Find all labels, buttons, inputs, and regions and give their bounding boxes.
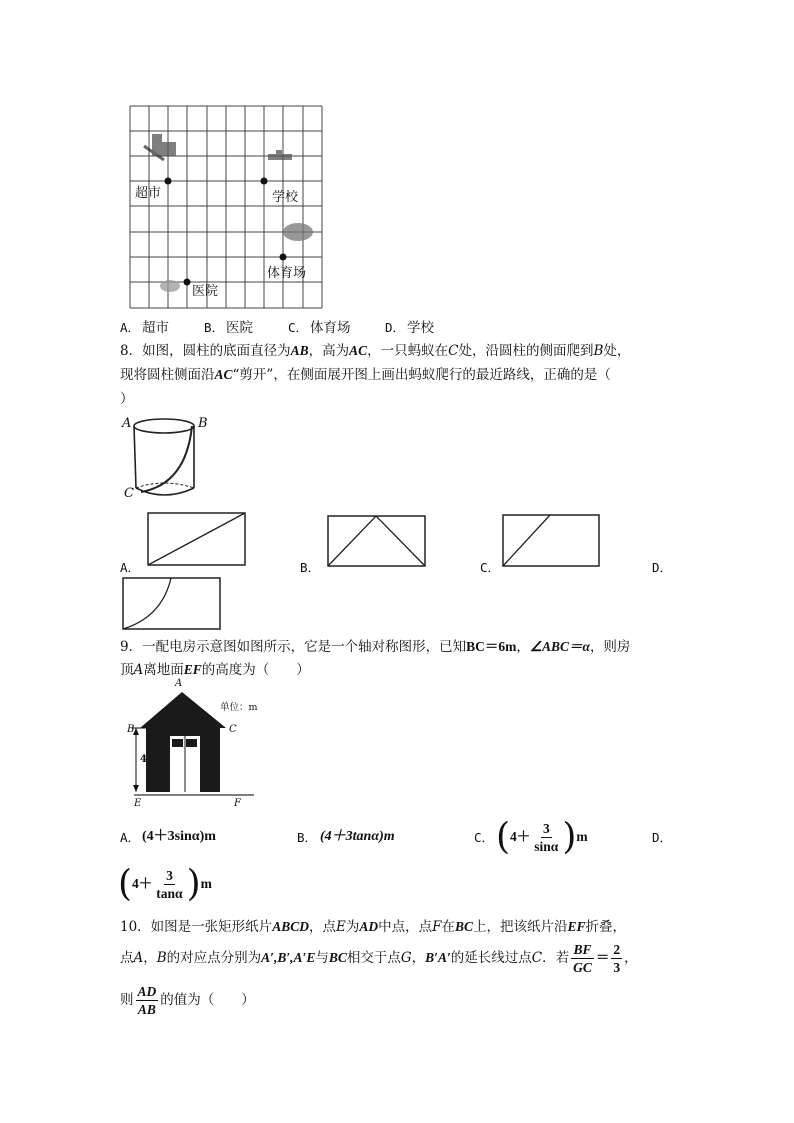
q8-line3: ） [120,391,134,407]
house-label-b: B [127,724,135,735]
q7-option-b-letter: B． [204,320,225,335]
q7-option-a-text: 超市 [142,320,169,336]
q10-ratio-ad-ab: $\frac{AD}{AB}$ [137,984,157,1017]
cylinder-label-a: A [122,416,132,431]
q8-option-b-letter: B． [300,560,321,575]
q7-option-d-text: 学校 [407,320,434,336]
q9-line1: 9．一配电房示意图如图所示，它是一个轴对称图形，已知BC＝6m，∠ABC＝α，则房 [120,639,631,655]
q8-option-d-figure [122,577,222,631]
q9-option-a-expr: (4＋3sinα)m [142,829,216,844]
q10-ratio-bf-gc: $\frac{BF}{GC}$ [573,942,592,975]
house-unit: 单位：m [220,702,258,713]
q10-line2: 点A，B的对应点分别为A′,B′,A′E与BC相交于点G，B′A′的延长线过点C．若 $\frac{BF}{GC}$ ＝ $\frac{2}{3}$ ， [120,942,638,975]
q8-option-a-letter: A． [120,560,141,575]
q9-option-d-expr: (4＋ $\frac{3}{\tan\alpha}$ )m [118,863,212,905]
q10-line1: 10．如图是一张矩形纸片ABCD，点E为AD中点，点F在BC上，把该纸片沿EF折叠， [120,919,626,935]
label-hospital: 医院 [192,284,219,299]
cylinder-label-c: C [124,486,134,501]
q9-option-a-letter: A． [120,830,141,845]
cylinder-label-b: B [198,416,208,431]
q8-option-c-figure [502,514,602,568]
q9-option-b-expr: (4＋3tanα)m [320,829,395,844]
q8-line2: 现将圆柱侧面沿AC“剪开”，在侧面展开图上画出蚂蚁爬行的最近路线，正确的是（ [120,367,611,383]
q8-option-a-figure [147,512,247,568]
q10-line3: 则 $\frac{AD}{AB}$ 的值为（ ） [120,984,255,1017]
q8-option-c-letter: C． [480,560,501,575]
q7-option-a-letter: A． [120,320,141,335]
q7-option-b-text: 医院 [226,320,253,336]
q7-map-figure [128,104,324,310]
q9-line2: 顶A离地面EF的高度为（ ） [120,662,310,678]
label-school: 学校 [272,190,299,205]
q9-option-b-letter: B． [297,830,318,845]
label-supermarket: 超市 [135,186,162,201]
house-label-c: C [229,724,237,735]
house-label-a: A [175,678,183,689]
house-label-f: F [234,798,241,809]
q8-line1: 8．如图，圆柱的底面直径为AB，高为AC，一只蚂蚁在C处，沿圆柱的侧面爬到B处， [120,343,631,359]
q7-option-c-letter: C． [288,320,309,335]
q8-cylinder-figure [118,412,218,504]
house-height-label: 4 [140,754,147,765]
q10-ratio-two-thirds: $\frac{2}{3}$ [613,942,621,975]
q9-option-d-letter: D． [652,830,673,845]
q7-option-c-text: 体育场 [310,320,351,336]
q9-house-figure [124,678,274,812]
house-label-e: E [134,798,142,809]
q9-option-c-letter: C． [474,830,495,845]
label-stadium: 体育场 [267,266,307,281]
q8-option-b-figure [327,515,427,569]
q9-option-c-expr: (4＋ $\frac{3}{\sin\alpha}$ )m [496,816,588,858]
q7-option-d-letter: D． [385,320,406,335]
q8-option-d-letter: D． [652,560,673,575]
